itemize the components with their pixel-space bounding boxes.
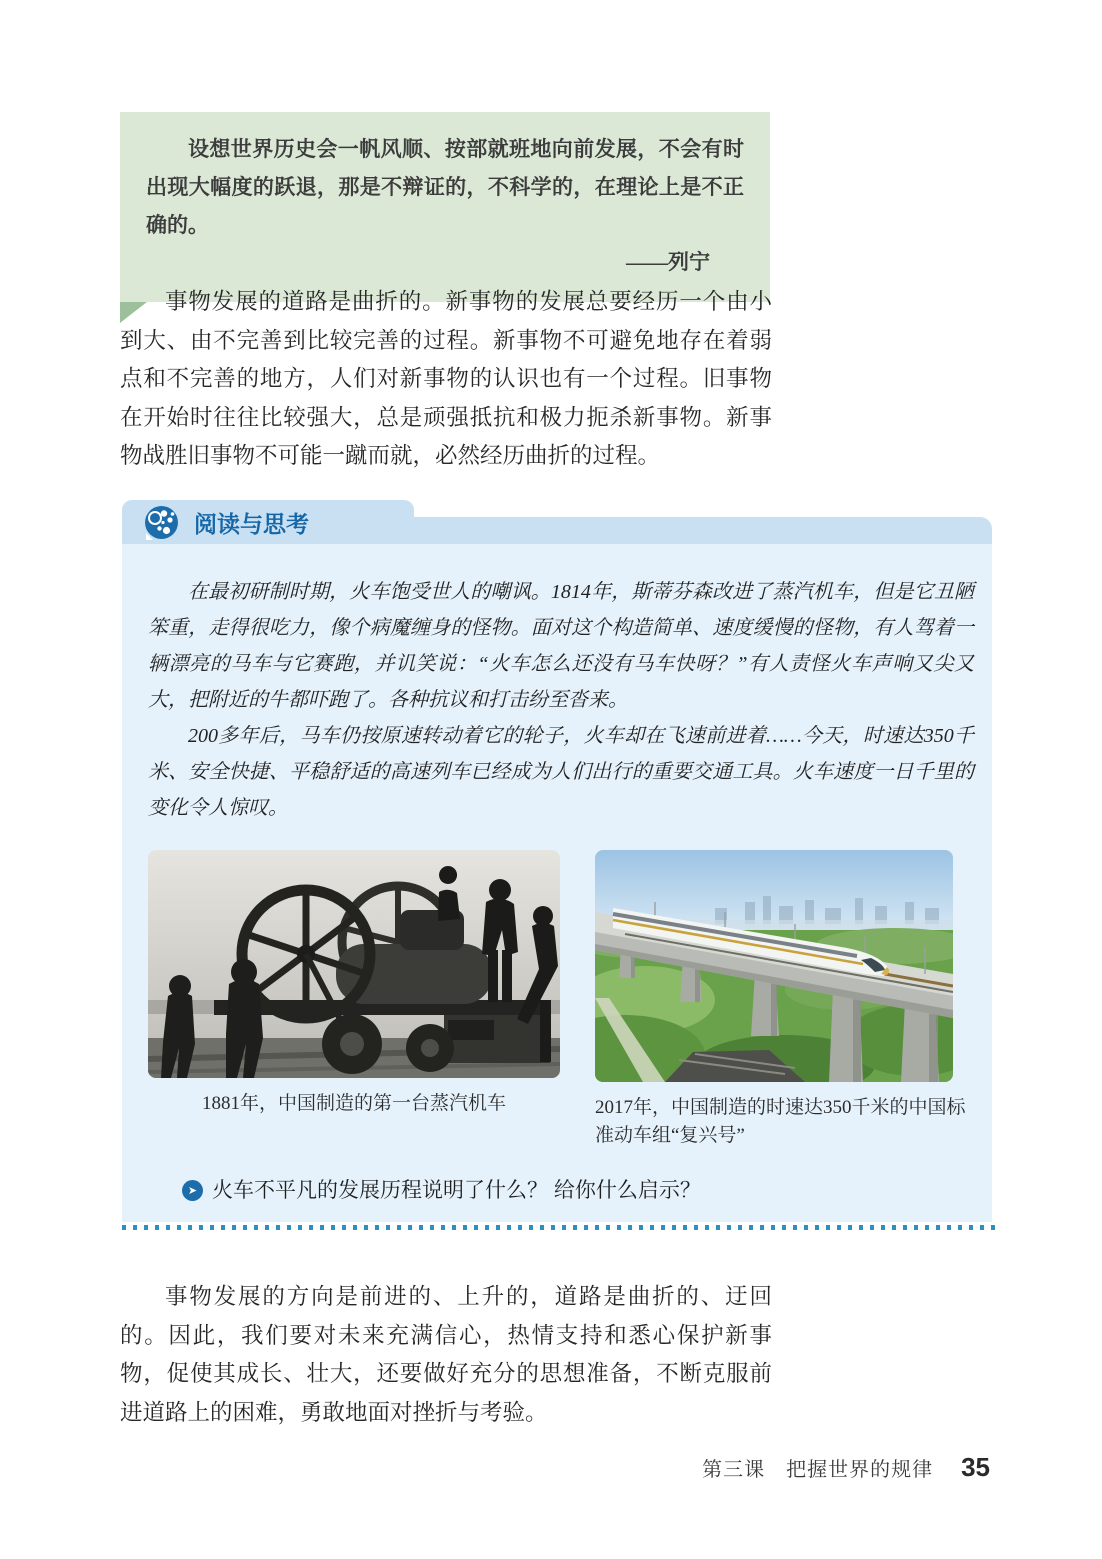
page-footer bbox=[702, 1452, 990, 1483]
steam-locomotive-photo bbox=[148, 850, 560, 1078]
reading-section-icon bbox=[144, 505, 179, 540]
footer-page-number: 35 bbox=[961, 1452, 990, 1482]
panel-title: 阅读与思考 bbox=[194, 510, 309, 537]
dotted-separator bbox=[122, 1225, 998, 1230]
reading-thinking-panel bbox=[122, 500, 992, 1222]
figure-caption-right: 2017年，中国制造的时速达350千米的中国标准动车组“复兴号” bbox=[595, 1097, 966, 1146]
question-row bbox=[182, 1176, 974, 1206]
high-speed-train-photo bbox=[595, 850, 953, 1082]
reading-paragraph-2: 200多年后，马车仍按原速转动着它的轮子，火车却在飞速前进着……今天，时速达350千米、安全快捷、平稳舒适的高速列车已经成为人们出行的重要交通工具。火车速度一日千里的变化令人惊叹。 bbox=[148, 725, 974, 819]
reading-paragraph-1: 在最初研制时期，火车饱受世人的嘲讽。1814年，斯蒂芬森改进了蒸汽机车，但是它丑陋笨重，走得很吃力，像个病魔缠身的怪物。面对这个构造简单、速度缓慢的怪物，有人驾着一辆漂亮的马车与它赛跑，并讥笑说：“火车怎么还没有马车快呀？”有人责怪火车声响又尖又大，把附近的牛都吓跑了。各种抗议和打击纷至沓来。 bbox=[148, 581, 974, 711]
figure-caption-left: 1881年，中国制造的第一台蒸汽机车 bbox=[201, 1093, 506, 1114]
figures-row bbox=[148, 850, 974, 1150]
panel-header-tab bbox=[122, 500, 414, 544]
quote-text: 设想世界历史会一帆风顺、按部就班地向前发展，不会有时出现大幅度的跃退，那是不辩证的，不科学的，在理论上是不正确的。 bbox=[146, 137, 744, 237]
question-arrow-icon: ➤ bbox=[182, 1180, 203, 1201]
figure-steam-locomotive bbox=[148, 850, 560, 1150]
body-paragraph-2: 事物发展的方向是前进的、上升的，道路是曲折的、迂回的。因此，我们要对未来充满信心，热情支持和悉心保护新事物，促使其成长、壮大，还要做好充分的思想准备，不断克服前进道路上的困难，勇敢地面对挫折与考验。 bbox=[120, 1284, 772, 1425]
quote-attribution: ——列宁 bbox=[626, 250, 710, 274]
question-text: 火车不平凡的发展历程说明了什么？ 给你什么启示？ bbox=[212, 1179, 701, 1202]
body-paragraph-1: 事物发展的道路是曲折的。新事物的发展总要经历一个由小到大、由不完善到比较完善的过程。新事物不可避免地存在着弱点和不完善的地方，人们对新事物的认识也有一个过程。旧事物在开始时往往比较强大，总是顽强抵抗和极力扼杀新事物。新事物战胜旧事物不可能一蹴而就，必然经历曲折的过程。 bbox=[120, 289, 772, 468]
lenin-quote-box bbox=[120, 112, 770, 302]
panel-body bbox=[122, 544, 992, 1222]
figure-high-speed-train bbox=[595, 850, 967, 1150]
footer-lesson-title: 第三课 把握世界的规律 bbox=[702, 1459, 934, 1481]
